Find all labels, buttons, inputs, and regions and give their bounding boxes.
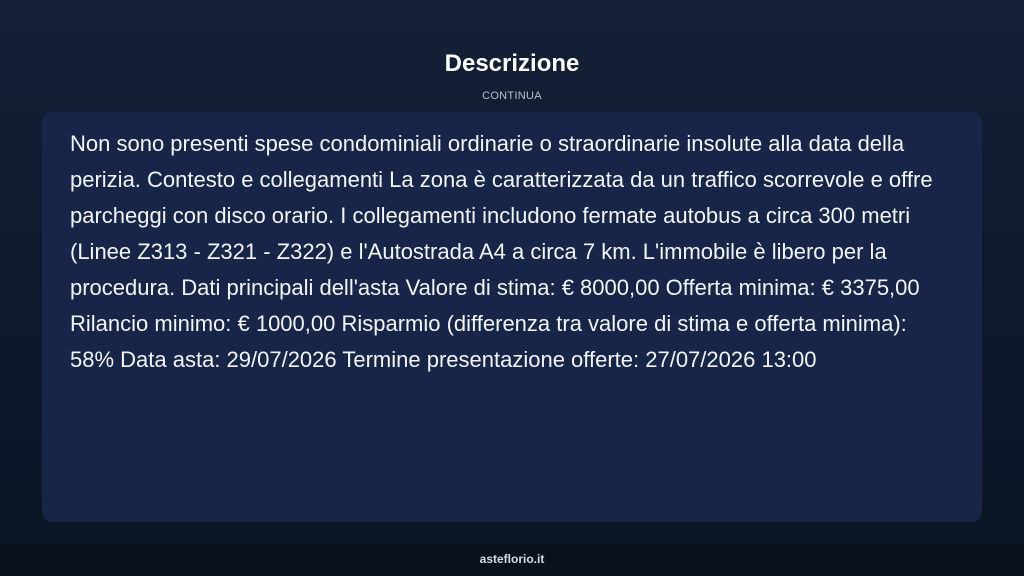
continua-label: CONTINUA bbox=[482, 90, 542, 102]
footer-site-name: asteflorio.it bbox=[479, 552, 545, 566]
description-card bbox=[42, 112, 982, 522]
page-title: Descrizione bbox=[444, 50, 580, 77]
footer-bar bbox=[0, 543, 1024, 576]
description-text: Non sono presenti spese condominiali ordinarie o straordinarie insolute alla data della perizia. Contesto e collegamenti La zona è caratterizzata da un traffico scorrevole e offre parcheggi con disco orario. I collegamenti includono fermate autobus a circa 300 metri (Linee Z313 - Z321 - Z322) e l'Autostrada A4 a circa 7 km. L'immobile è libero per la procedura. Dati principali dell'asta Valore di stima: € 8000,00 Offerta minima: € 3375,00 Rilancio minimo: € 1000,00 Risparmio (differenza tra valore di stima e offerta minima): 58% Data asta: 29/07/2026 Termine presentazione offerte: 27/07/2026 13:00 bbox=[70, 131, 933, 372]
